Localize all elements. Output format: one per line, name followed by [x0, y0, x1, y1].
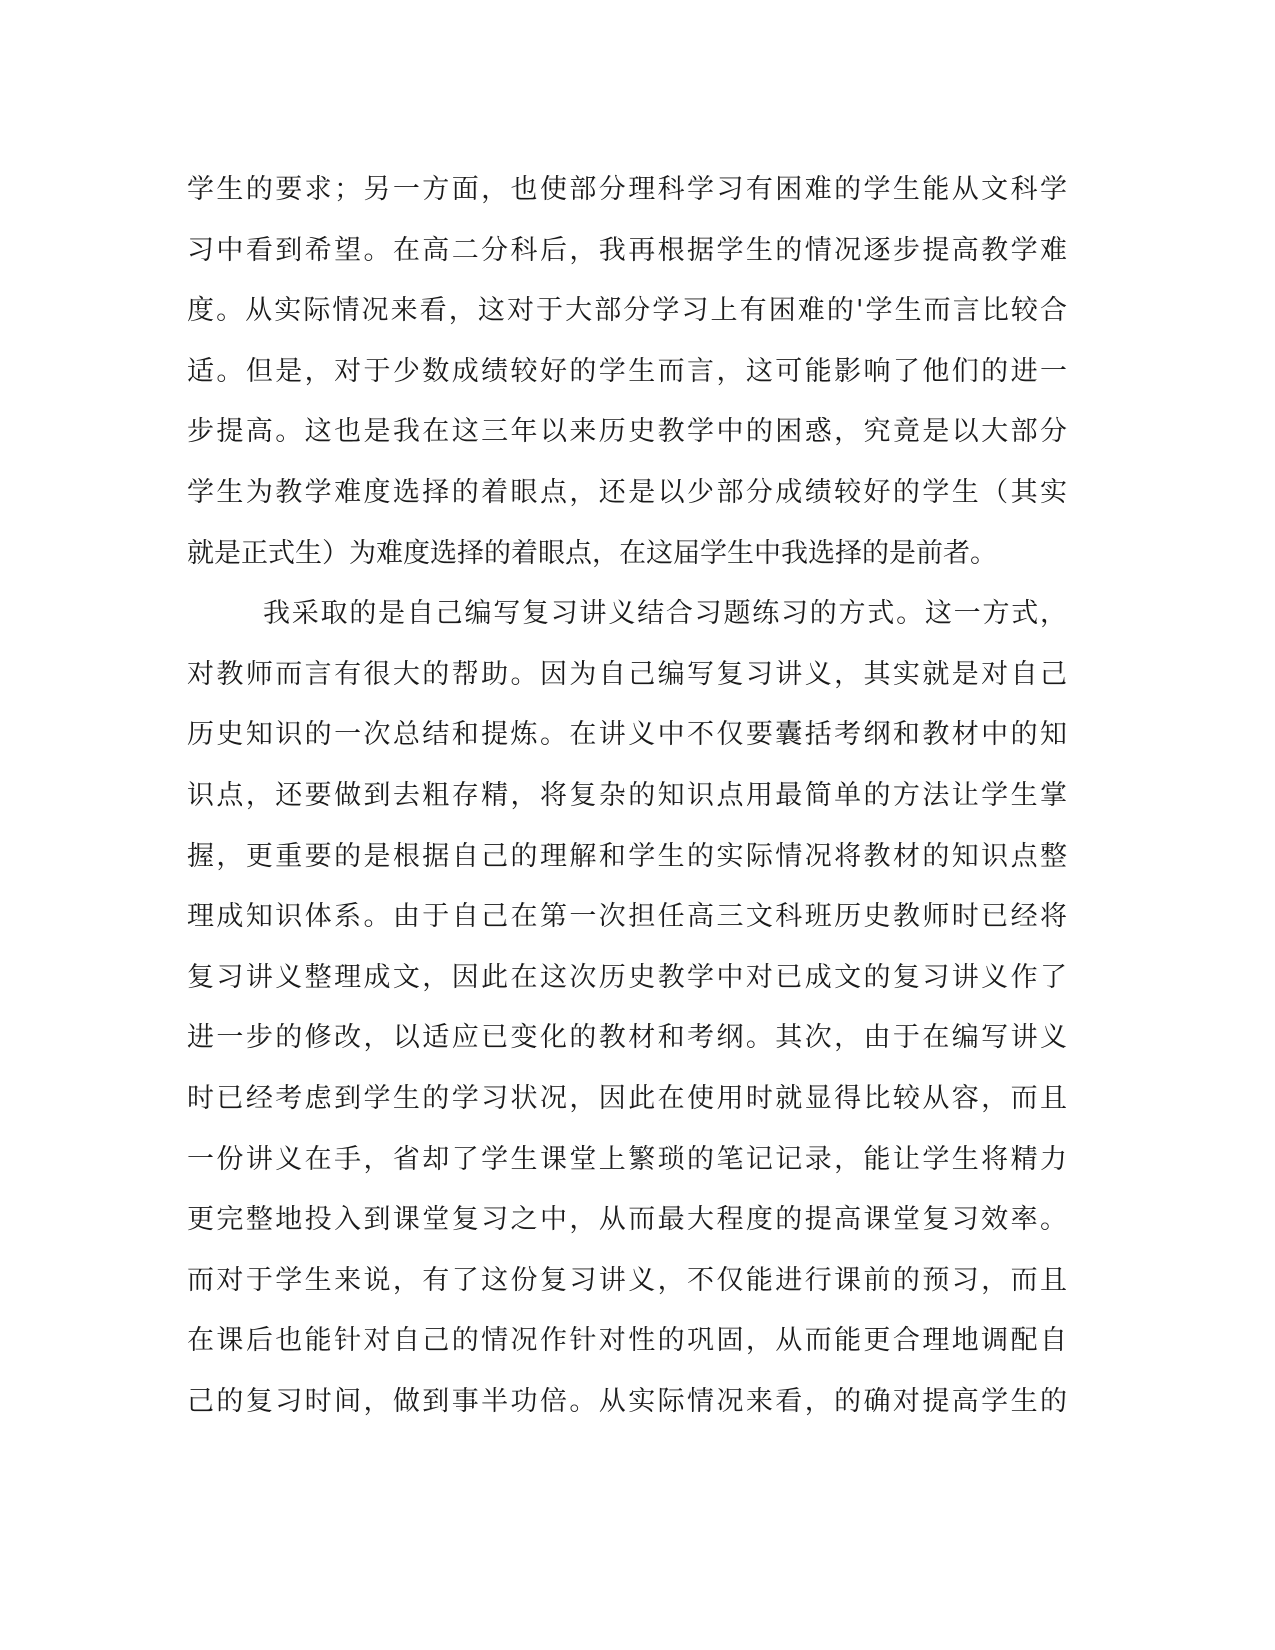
body-text	[187, 160, 1067, 1432]
text-line: 在课后也能针对自己的情况作针对性的巩固，从而能更合理地调配自	[187, 1325, 1067, 1357]
text-line: 更完整地投入到课堂复习之中，从而最大程度的提高课堂复习效率。	[187, 1204, 1067, 1236]
text-line: 历史知识的一次总结和提炼。在讲义中不仅要囊括考纲和教材中的知	[187, 719, 1067, 751]
text-line: 理成知识体系。由于自己在第一次担任高三文科班历史教师时已经将	[187, 901, 1067, 933]
text-line: 对教师而言有很大的帮助。因为自己编写复习讲义，其实就是对自己	[187, 658, 1067, 690]
text-line: 复习讲义整理成文，因此在这次历史教学中对已成文的复习讲义作了	[187, 961, 1067, 993]
text-line: 进一步的修改，以适应已变化的教材和考纲。其次，由于在编写讲义	[187, 1022, 1067, 1054]
text-line: 步提高。这也是我在这三年以来历史教学中的困惑，究竟是以大部分	[187, 416, 1067, 448]
text-line: 识点，还要做到去粗存精，将复杂的知识点用最简单的方法让学生掌	[187, 779, 1067, 811]
text-line: 己的复习时间，做到事半功倍。从实际情况来看，的确对提高学生的	[187, 1385, 1067, 1417]
text-line: 时已经考虑到学生的学习状况，因此在使用时就显得比较从容，而且	[187, 1082, 1067, 1114]
text-line: 度。从实际情况来看，这对于大部分学习上有困难的'学生而言比较合	[187, 295, 1067, 327]
text-line: 学生的要求；另一方面，也使部分理科学习有困难的学生能从文科学	[187, 174, 1067, 205]
text-line: 我采取的是自己编写复习讲义结合习题练习的方式。这一方式，	[263, 598, 1067, 630]
text-line: 适。但是，对于少数成绩较好的学生而言，这可能影响了他们的进一	[187, 355, 1067, 387]
text-line: 握，更重要的是根据自己的理解和学生的实际情况将教材的知识点整	[187, 840, 1067, 872]
text-line: 就是正式生）为难度选择的着眼点，在这届学生中我选择的是前者。	[187, 537, 997, 569]
text-line: 一份讲义在手，省却了学生课堂上繁琐的笔记记录，能让学生将精力	[187, 1143, 1067, 1175]
text-line: 学生为教学难度选择的着眼点，还是以少部分成绩较好的学生（其实	[187, 476, 1067, 508]
text-line: 习中看到希望。在高二分科后，我再根据学生的情况逐步提高教学难	[187, 234, 1067, 266]
text-line: 而对于学生来说，有了这份复习讲义，不仅能进行课前的预习，而且	[187, 1264, 1067, 1296]
